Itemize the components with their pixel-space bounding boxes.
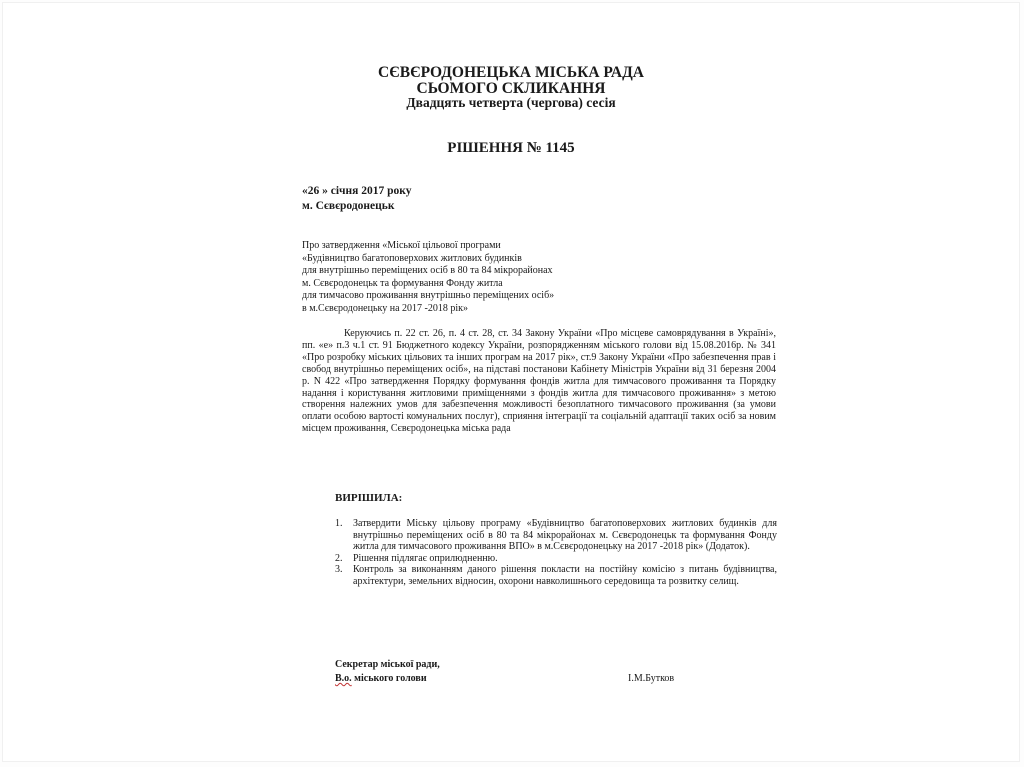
decision-city: м. Сєвєродонецьк: [302, 200, 395, 212]
preamble-text: Керуючись п. 22 ст. 26, п. 4 ст. 28, ст. 34 Закону України «Про місцеве самоврядування в Україні», пп. «е» п.3 ч.1 ст. 91 Бюджетного кодексу України, розпорядженням міського голови від 15.08.2016р. № 341 «Про розробку міських цільових та інших програм на 2017 рік», ст.9 Закону України «Про забезпечення прав і свобод внутрішньо переміщених осіб», на підставі постанови Кабінету Міністрів України від 31 березня 2004 р. N 422 «Про затвердження Порядку формування фондів житла для тимчасового проживання та Порядку надання і користування житловими приміщеннями з фондів житла для тимчасового проживання» з метою створення належних умов для забезпечення можливості безоплатного тимчасового проживання (за умови оплати особою вартості комунальних послуг), сприяння інтеграції та соціальній адаптації таких осіб за новим місцем проживання, Сєвєродонецька міська рада: [302, 328, 776, 435]
resolution-item: [335, 553, 777, 565]
item-number: 1.: [335, 518, 343, 529]
subject-line: Про затвердження «Міської цільової програми: [302, 240, 501, 251]
subject-line: м. Сєвєродонецьк та формування Фонду житла: [302, 277, 503, 289]
signatory-name: І.М.Бутков: [628, 673, 675, 684]
item-text: Затвердити Міську цільову програму «Будівництво багатоповерхових житлових будинків для внутрішньо переміщених осіб в 80 та 84 мікрорайонах м. Сєвєродонецьк та формування Фонду житла для тимчасового проживання ВПО» в м.Сєвєродонецьку на 2017 -2018 рік» (Додаток).: [353, 518, 777, 553]
signature-title-2: [335, 672, 440, 686]
date-block: [302, 184, 412, 214]
resolution-list: [335, 518, 777, 588]
council-title: СЄВЄРОДОНЕЦЬКА МІСЬКА РАДА: [378, 64, 644, 81]
convocation-title: СЬОМОГО СКЛИКАННЯ: [416, 80, 606, 97]
acting-abbrev: В.о.: [335, 673, 352, 684]
subject-line: «Будівництво багатоповерхових житлових будинків: [302, 252, 522, 264]
signature-title-1: Секретар міської ради,: [335, 659, 440, 670]
signature-block: [335, 658, 440, 686]
item-text: Рішення підлягає оприлюдненню.: [353, 552, 498, 564]
decision-number: РІШЕННЯ № 1145: [447, 140, 575, 156]
item-text: Контроль за виконанням даного рішення покласти на постійну комісію з питань будівництва, архітектури, земельних відносин, охорони навколишнього середовища та розвитку селищ.: [353, 564, 777, 587]
decision-subject: [302, 240, 602, 316]
signature-title-2-rest: міського голови: [351, 673, 427, 684]
decision-date: «26 » січня 2017 року: [302, 185, 412, 197]
subject-line: для внутрішньо переміщених осіб в 80 та 84 мікрорайонах: [302, 265, 553, 277]
document-page: [2, 2, 1020, 762]
resolved-heading: ВИРІШИЛА:: [335, 492, 403, 504]
resolution-item: [335, 564, 777, 587]
session-title: Двадцять четверта (чергова) сесія: [406, 95, 616, 110]
resolution-item: [335, 518, 777, 553]
item-number: 3.: [335, 564, 343, 576]
item-number: 2.: [335, 552, 343, 564]
subject-line: в м.Сєвєродонецьку на 2017 -2018 рік»: [302, 302, 469, 314]
subject-line: для тимчасово проживання внутрішньо переміщених осіб»: [302, 290, 555, 302]
preamble: [302, 328, 776, 435]
